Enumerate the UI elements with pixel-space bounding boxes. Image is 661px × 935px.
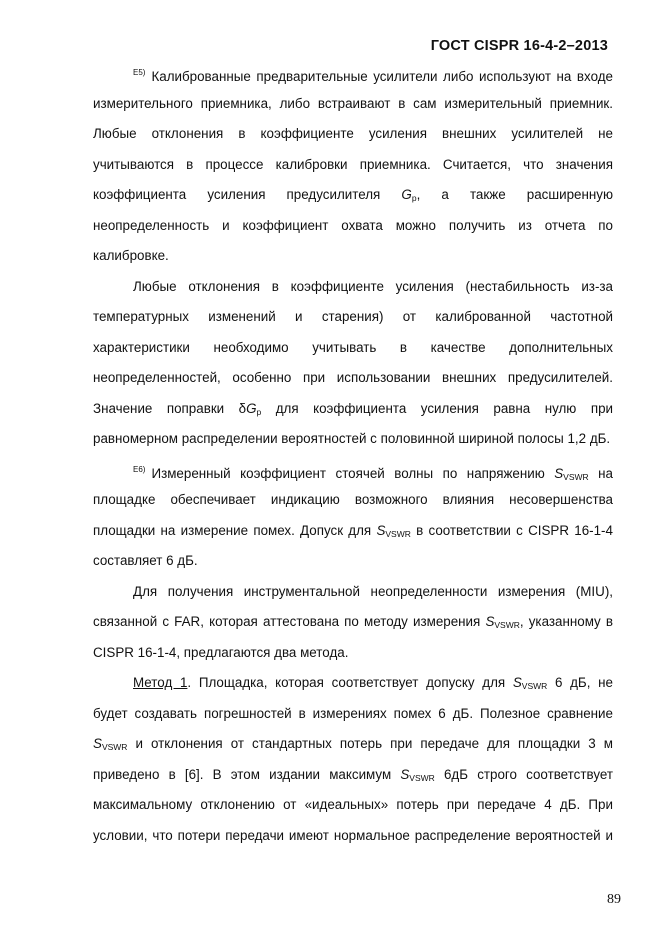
- text-line: CISPR 16-1-4, предлагаются два метода.: [93, 644, 349, 660]
- text-line: учитываются в процессе калибровки приемника. Считается, что значения: [93, 156, 613, 172]
- text-line: площадки на измерение помех. Допуск для $S_{VSWR}$ в соответствии с CISPR 16-1-4: [93, 522, 613, 539]
- method-label: Метод 1: [133, 675, 188, 690]
- page-number: 89: [607, 892, 621, 907]
- symbol-gp: $G_р$: [246, 400, 262, 417]
- text-line: равномерном распределении вероятностей с половинной шириной полосы 1,2 дБ.: [93, 431, 611, 446]
- symbol-svswr: $S_{VSWR}$: [554, 465, 589, 482]
- text-line: будет создавать погрешностей в измерениях помех 6 дБ. Полезное сравнение: [93, 705, 613, 721]
- text-line: неопределенностей, особенно при использовании внешних предусилителей.: [93, 370, 613, 385]
- text-line: измерительного приемника, либо встраивают в сам измерительный приемник.: [93, 95, 613, 111]
- page-body: [93, 58, 613, 851]
- text-line: $S_{VSWR}$ и отклонения от стандартных потерь при передаче для площадки 3 м: [93, 736, 613, 752]
- text-line: связанной с FAR, которая аттестована по методу измерения $S_{VSWR}$, указанному в: [93, 614, 613, 630]
- text-line: Для получения инструментальной неопределенности измерения (MIU),: [133, 583, 613, 599]
- text-line: $^{Е6)}$ Измеренный коэффициент стоячей волны по напряжению $S_{VSWR}$ на: [133, 464, 613, 482]
- text-line: максимальному отклонению от «идеальных» потерь при передаче 4 дБ. При: [93, 797, 613, 812]
- text-line: калибровке.: [93, 248, 169, 263]
- symbol-gp: $G_р$: [401, 187, 417, 203]
- footnote-marker: Е6): [133, 464, 146, 474]
- text-line: составляет 6 дБ.: [93, 553, 198, 568]
- text-line: Любые отклонения в коэффициенте усиления (нестабильность из-за: [133, 278, 613, 294]
- text-line: Любые отклонения в коэффициенте усиления внешних усилителей не: [93, 126, 613, 141]
- text-line: температурных изменений и старения) от калиброванной частотной: [93, 309, 613, 324]
- document-header: ГОСТ CISPR 16-4-2–2013: [430, 38, 608, 54]
- symbol-svswr: $S_{VSWR}$: [400, 766, 435, 783]
- text-line: площадке обеспечивает индикацию возможного влияния несовершенства: [93, 492, 613, 507]
- text-line: характеристики необходимо учитывать в качестве дополнительных: [93, 339, 613, 355]
- symbol-svswr: $S_{VSWR}$: [512, 675, 548, 691]
- text-line: неопределенность и коэффициент охвата можно получить из отчета по: [93, 217, 613, 233]
- symbol-svswr: $S_{VSWR}$: [93, 736, 128, 752]
- text-line: условии, что потери передачи имеют нормальное распределение вероятностей и: [93, 827, 613, 843]
- symbol-svswr: $S_{VSWR}$: [376, 522, 411, 539]
- text-line: приведено в [6]. В этом издании максимум $S_{VSWR}$ 6дБ строго соответствует: [93, 766, 613, 783]
- footnote-marker: Е5): [133, 68, 146, 77]
- text-line: $^{Е5)}$ Калиброванные предварительные усилители либо используют на входе: [133, 68, 613, 84]
- text-line: коэффициента усиления предусилителя $G_р$, а также расширенную: [93, 187, 613, 203]
- text-line: Значение поправки $\delta G_р$ для коэффициента усиления равна нулю при: [93, 400, 613, 417]
- symbol-svswr: $S_{VSWR}$: [485, 614, 520, 630]
- text-line: Метод 1. Площадка, которая соответствует допуску для $S_{VSWR}$ 6 дБ, не: [133, 675, 613, 691]
